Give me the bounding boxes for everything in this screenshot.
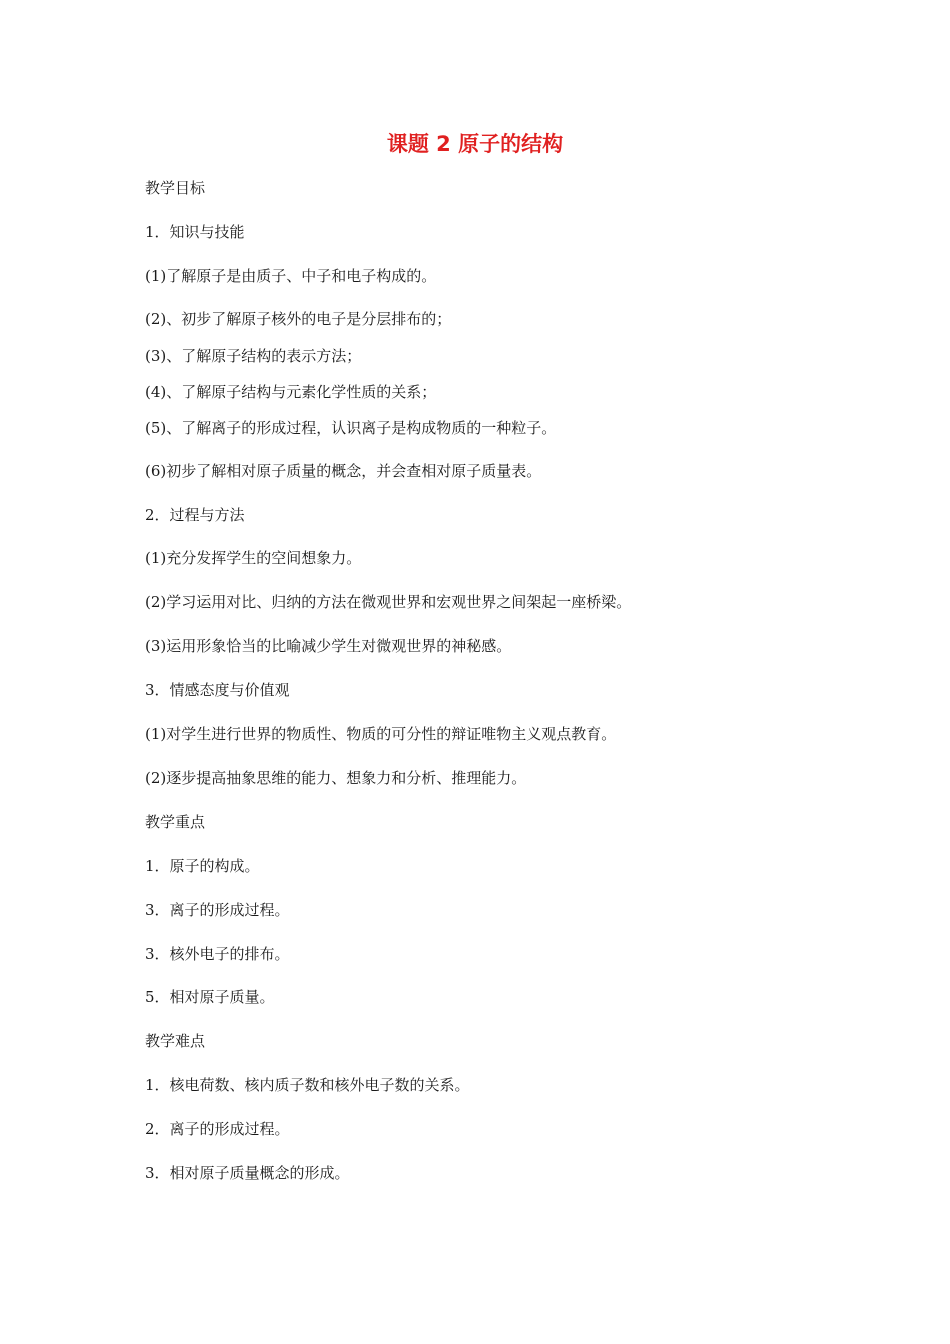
- paragraph-line: (5)、了解离子的形成过程，认识离子是构成物质的一种粒子。: [145, 419, 557, 437]
- paragraph-line: 3．离子的形成过程。: [145, 901, 290, 919]
- section-heading-key-points: 教学重点: [145, 813, 206, 831]
- paragraph-line: (2)、初步了解原子核外的电子是分层排布的；: [145, 310, 452, 328]
- paragraph-line: 3．相对原子质量概念的形成。: [145, 1164, 350, 1182]
- document-title: 课题 2 原子的结构: [386, 132, 564, 156]
- paragraph-line: (2)逐步提高抽象思维的能力、想象力和分析、推理能力。: [145, 769, 527, 787]
- section-heading-objectives: 教学目标: [145, 179, 206, 197]
- paragraph-line: 1．原子的构成。: [145, 857, 260, 875]
- paragraph-line: (3)运用形象恰当的比喻减少学生对微观世界的神秘感。: [145, 637, 512, 655]
- paragraph-line: 5．相对原子质量。: [145, 988, 275, 1006]
- paragraph-line: 3．核外电子的排布。: [145, 945, 290, 963]
- paragraph-line: (1)对学生进行世界的物质性、物质的可分性的辩证唯物主义观点教育。: [145, 725, 617, 743]
- paragraph-line: (3)、了解原子结构的表示方法；: [145, 347, 362, 365]
- paragraph-line: (2)学习运用对比、归纳的方法在微观世界和宏观世界之间架起一座桥梁。: [145, 593, 632, 611]
- section-heading-difficulties: 教学难点: [145, 1032, 206, 1050]
- subheading-knowledge-skills: 1．知识与技能: [145, 223, 245, 241]
- paragraph-line: (1)充分发挥学生的空间想象力。: [145, 549, 362, 567]
- paragraph-line: (6)初步了解相对原子质量的概念，并会查相对原子质量表。: [145, 462, 542, 480]
- paragraph-line: (1)了解原子是由质子、中子和电子构成的。: [145, 267, 437, 285]
- paragraph-line: (4)、了解原子结构与元素化学性质的关系；: [145, 383, 437, 401]
- paragraph-line: 2．离子的形成过程。: [145, 1120, 290, 1138]
- paragraph-line: 1．核电荷数、核内质子数和核外电子数的关系。: [145, 1076, 470, 1094]
- subheading-attitudes-values: 3．情感态度与价值观: [145, 681, 290, 699]
- subheading-process-methods: 2．过程与方法: [145, 506, 245, 524]
